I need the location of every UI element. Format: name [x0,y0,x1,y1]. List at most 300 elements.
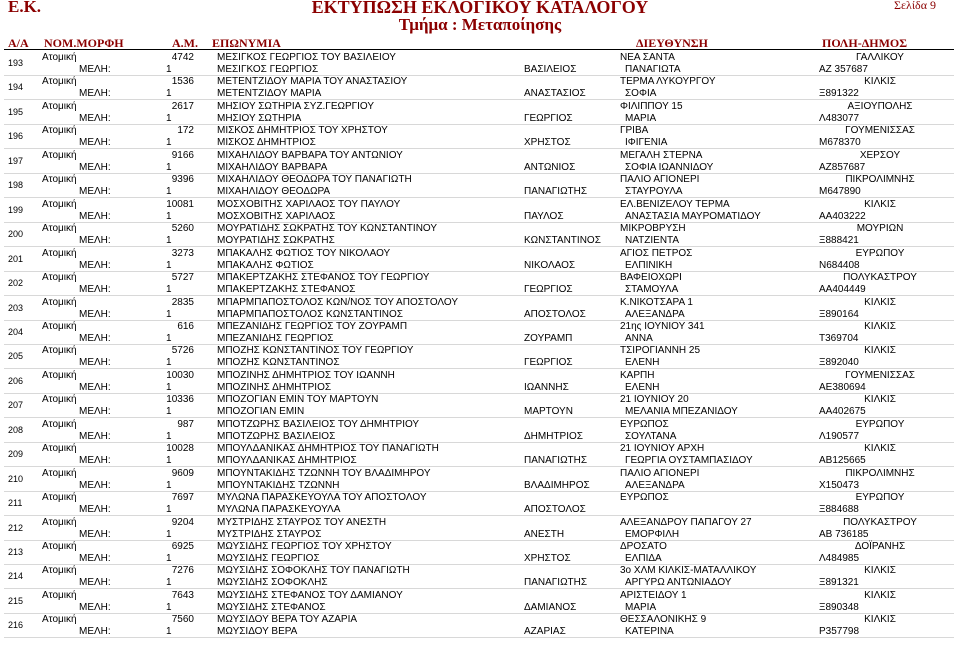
record-row [0,101,960,125]
member-label: ΜΕΛΗ: [79,284,111,296]
record-type: Ατομική [42,443,77,455]
member-label: ΜΕΛΗ: [79,479,111,491]
member-mother-name: ΕΜΟΡΦΙΛΗ [625,528,680,540]
record-address: ΤΕΡΜΑ ΛΥΚΟΥΡΓΟΥ [620,76,716,88]
member-name: ΜΠΟΥΝΤΑΚΙΔΗΣ ΤΖΩΝΝΗ [217,479,340,491]
record-type: Ατομική [42,565,77,577]
member-mother-name: ΑΛΕΞΑΝΔΡΑ [625,479,685,491]
col-header-am: Α.Μ. [172,36,198,50]
member-label: ΜΕΛΗ: [79,259,111,271]
member-number: 1 [166,479,172,491]
member-father-name: ΑΖΑΡΙΑΣ [524,626,566,638]
member-number: 1 [166,210,172,222]
record-am: 4742 [171,52,194,63]
member-mother-name: ΓΕΩΡΓΙΑ ΟΥΣΤΑΜΠΑΣΙΔΟΥ [625,455,753,467]
record-name: ΜΙΧΑΗΛΙΔΟΥ ΘΕΟΔΩΡΑ ΤΟΥ ΠΑΝΑΓΙΩΤΗ [217,174,412,186]
record-row [0,321,960,345]
record-name: ΜΥΛΩΝΑ ΠΑΡΑΣΚΕΥΟΥΛΑ ΤΟΥ ΑΠΟΣΤΟΛΟΥ [217,492,427,504]
record-city: ΚΙΛΚΙΣ [864,565,896,577]
record-row [0,492,960,516]
record-name: ΜΩΥΣΙΔΗΣ ΣΟΦΟΚΛΗΣ ΤΟΥ ΠΑΝΑΓΙΩΤΗ [217,565,410,577]
record-city: ΧΕΡΣΟΥ [859,149,901,161]
member-label: ΜΕΛΗ: [79,601,111,613]
member-id-number: ΑΒ125665 [819,455,866,467]
record-city: ΜΟΥΡΙΩΝ [856,223,904,235]
member-label: ΜΕΛΗ: [79,406,111,418]
record-city: ΚΙΛΚΙΣ [864,198,896,210]
member-id-number: Μ678370 [819,137,861,149]
member-mother-name: ΑΝΝΑ [625,332,653,344]
record-am: 5726 [171,345,194,357]
record-city: ΠΟΛΥΚΑΣΤΡΟΥ [843,272,917,284]
member-father-name: ΔΗΜΗΤΡΙΟΣ [524,430,583,442]
member-number: 1 [166,381,172,393]
member-id-number: ΑΒ 736185 [819,528,869,540]
header-divider [4,49,954,50]
member-label: ΜΕΛΗ: [79,455,111,467]
record-aa: 195 [8,106,24,117]
member-father-name: ΠΑΥΛΟΣ [524,210,564,222]
member-name: ΜΠΑΚΑΛΗΣ ΦΩΤΙΟΣ [217,259,314,271]
member-label: ΜΕΛΗ: [79,430,111,442]
record-city: ΔΟΪΡΑΝΗΣ [854,541,906,552]
member-mother-name: ΣΟΦΙΑ [625,88,657,100]
member-id-number: Χ150473 [819,479,860,491]
member-label: ΜΕΛΗ: [79,332,111,344]
member-mother-name: ΜΕΛΑΝΙΑ ΜΠΕΖΑΝΙΔΟΥ [625,406,738,418]
record-aa: 213 [8,547,24,557]
record-aa: 214 [8,571,24,582]
record-aa: 202 [8,278,24,289]
record-name: ΜΕΣΙΓΚΟΣ ΓΕΩΡΓΙΟΣ ΤΟΥ ΒΑΣΙΛΕΙΟΥ [217,52,396,63]
record-city: ΓΟΥΜΕΝΙΣΣΑΣ [845,125,915,137]
record-name: ΜΕΤΕΝΤΖΙΔΟΥ ΜΑΡΙΑ ΤΟΥ ΑΝΑΣΤΑΣΙΟΥ [217,76,408,88]
record-name: ΜΟΥΡΑΤΙΔΗΣ ΣΩΚΡΑΤΗΣ ΤΟΥ ΚΩΝΣΤΑΝΤΙΝΟΥ [217,223,438,235]
member-id-number: Ξ891322 [819,88,859,100]
member-label: ΜΕΛΗ: [79,186,111,198]
member-id-number: Μ647890 [819,186,861,198]
record-city: ΓΑΛΛΙΚΟΥ [856,52,904,63]
member-number: 1 [166,112,172,124]
record-am: 2835 [171,296,194,308]
record-type: Ατομική [42,125,77,137]
record-city: ΓΟΥΜΕΝΙΣΣΑΣ [845,369,915,381]
record-name: ΜΠΟΥΛΔΑΝΙΚΑΣ ΔΗΜΗΤΡΙΟΣ ΤΟΥ ΠΑΝΑΓΙΩΤΗ [217,443,439,455]
member-father-name: ΚΩΝΣΤΑΝΤΙΝΟΣ [524,235,601,247]
col-header-name: ΕΠΩΝΥΜΙΑ [212,36,281,50]
record-aa: 205 [8,351,24,362]
record-type: Ατομική [42,198,77,210]
record-am: 5260 [171,223,194,235]
record-aa: 206 [8,375,24,386]
member-id-number: Ν684408 [819,259,860,271]
member-number: 1 [166,137,172,149]
member-father-name: ΒΛΑΔΙΜΗΡΟΣ [524,479,590,491]
record-row [0,419,960,443]
record-am: 7560 [171,614,194,626]
record-row [0,125,960,149]
member-name: ΜΕΣΙΓΚΟΣ ΓΕΩΡΓΙΟΣ [217,64,319,75]
member-name: ΜΩΥΣΙΔΟΥ ΒΕΡΑ [217,626,298,638]
member-id-number: Λ483077 [819,112,860,124]
member-mother-name: ΑΝΑΣΤΑΣΙΑ ΜΑΥΡΟΜΑΤΙΔΟΥ [625,210,761,222]
record-address: ΕΥΡΩΠΟΣ [620,418,669,430]
record-aa: 201 [8,253,24,264]
record-address: ΑΡΙΣΤΕΙΔΟΥ 1 [620,589,687,601]
record-aa: 193 [8,58,24,68]
report-title: ΕΚΤΥΠΩΣΗ ΕΚΛΟΓΙΚΟΥ ΚΑΤΑΛΟΓΟΥ [311,0,649,17]
record-city: ΚΙΛΚΙΣ [864,320,896,332]
record-row [0,443,960,467]
record-address: ΚΑΡΠΗ [620,369,655,381]
record-row [0,223,960,247]
record-address: ΜΕΓΑΛΗ ΣΤΕΡΝΑ [620,149,703,161]
member-name: ΜΠΑΚΕΡΤΖΑΚΗΣ ΣΤΕΦΑΝΟΣ [217,284,356,296]
record-aa: 210 [8,473,24,484]
record-name: ΜΗΣΙΟΥ ΣΩΤΗΡΙΑ ΣΥΖ.ΓΕΩΡΓΙΟΥ [217,100,375,112]
record-row [0,517,960,541]
member-father-name: ΙΩΑΝΝΗΣ [524,381,569,393]
record-type: Ατομική [42,467,77,479]
member-name: ΜΥΛΩΝΑ ΠΑΡΑΣΚΕΥΟΥΛΑ [217,504,341,516]
record-name: ΜΩΥΣΙΔΟΥ ΒΕΡΑ ΤΟΥ ΑΖΑΡΙΑ [217,614,358,626]
record-aa: 207 [8,400,24,411]
record-city: ΚΙΛΚΙΣ [864,345,896,357]
record-type: Ατομική [42,345,77,357]
member-father-name: ΖΟΥΡΑΜΠ [524,332,573,344]
record-row [0,199,960,223]
member-father-name: ΑΠΟΣΤΟΛΟΣ [524,504,586,516]
record-city: ΚΙΛΚΙΣ [864,589,896,601]
member-number: 1 [166,504,172,516]
member-mother-name: ΣΤΑΜΟΥΛΑ [625,284,679,296]
member-father-name: ΑΝΑΣΤΑΣΙΟΣ [524,88,586,100]
record-address: ΓΡΙΒΑ [620,125,649,137]
record-row [0,76,960,100]
record-type: Ατομική [42,247,77,259]
member-number: 1 [166,186,172,198]
record-am: 3273 [171,247,194,259]
member-father-name: ΝΙΚΟΛΑΟΣ [524,259,576,271]
row-divider [4,637,954,638]
record-aa: 208 [8,424,24,435]
record-address: Κ.ΝΙΚΟΤΣΑΡΑ 1 [620,296,693,308]
record-row [0,272,960,296]
record-am: 7697 [171,492,194,504]
record-city: ΚΙΛΚΙΣ [864,76,896,88]
member-label: ΜΕΛΗ: [79,137,111,149]
record-name: ΜΠΟΤΖΩΡΗΣ ΒΑΣΙΛΕΙΟΣ ΤΟΥ ΔΗΜΗΤΡΙΟΥ [217,418,420,430]
record-type: Ατομική [42,589,77,601]
record-name: ΜΠΑΚΕΡΤΖΑΚΗΣ ΣΤΕΦΑΝΟΣ ΤΟΥ ΓΕΩΡΓΙΟΥ [217,272,430,284]
record-type: Ατομική [42,418,77,430]
page-number: Σελίδα 9 [893,0,936,12]
record-city: ΠΙΚΡΟΛΙΜΝΗΣ [845,174,915,186]
record-aa: 196 [8,131,24,142]
record-address: ΔΡΟΣΑΤΟ [620,541,667,552]
member-id-number: ΑΕ380694 [819,381,866,393]
record-am: 7276 [171,565,194,577]
member-id-number: ΑΑ404449 [819,284,866,296]
record-row [0,248,960,272]
member-name: ΜΠΟΖΗΣ ΚΩΝΣΤΑΝΤΙΝΟΣ [217,357,340,369]
record-am: 616 [177,320,194,332]
record-address: ΑΛΕΞΑΝΔΡΟΥ ΠΑΠΑΓΟΥ 27 [620,516,752,528]
record-address: 21 ΙΟΥΝΙΟΥ 20 [620,394,689,406]
record-row [0,150,960,174]
member-id-number: Ξ888421 [819,235,859,247]
record-aa: 209 [8,449,24,460]
record-am: 9609 [171,467,194,479]
member-number: 1 [166,406,172,418]
member-id-number: Τ369704 [819,332,859,344]
record-aa: 215 [8,595,24,606]
member-father-name: ΒΑΣΙΛΕΙΟΣ [524,64,577,75]
member-number: 1 [166,284,172,296]
record-am: 10336 [166,394,194,406]
record-am: 9396 [171,174,194,186]
member-number: 1 [166,161,172,173]
member-number: 1 [166,259,172,271]
member-mother-name: ΕΛΠΙΔΑ [625,553,662,564]
record-address: ΑΓΙΟΣ ΠΕΤΡΟΣ [620,247,693,259]
member-number: 1 [166,528,172,540]
record-type: Ατομική [42,272,77,284]
record-am: 10081 [166,198,194,210]
record-name: ΜΩΥΣΙΔΗΣ ΓΕΩΡΓΙΟΣ ΤΟΥ ΧΡΗΣΤΟΥ [217,541,392,552]
member-id-number: ΑΑ402675 [819,406,866,418]
record-row [0,394,960,418]
record-aa: 204 [8,326,24,337]
record-name: ΜΠΟΖΙΝΗΣ ΔΗΜΗΤΡΙΟΣ ΤΟΥ ΙΩΑΝΝΗ [217,369,395,381]
member-number: 1 [166,88,172,100]
member-id-number: Ξ891321 [819,577,859,589]
record-type: Ατομική [42,52,77,63]
record-address: ΠΑΛΙΟ ΑΓΙΟΝΕΡΙ [620,467,700,479]
member-father-name: ΑΝΤΩΝΙΟΣ [524,161,576,173]
member-number: 1 [166,64,172,75]
record-address: 21ης ΙΟΥΝΙΟΥ 341 [620,320,705,332]
member-father-name: ΓΕΩΡΓΙΟΣ [524,357,573,369]
record-address: 3ο ΧΛΜ ΚΙΛΚΙΣ-ΜΑΤΑΛΛΙΚΟΥ [620,565,757,577]
member-label: ΜΕΛΗ: [79,357,111,369]
member-mother-name: ΕΛΕΝΗ [625,357,660,369]
record-city: ΠΙΚΡΟΛΙΜΝΗΣ [845,467,915,479]
member-label: ΜΕΛΗ: [79,528,111,540]
record-city: ΠΟΛΥΚΑΣΤΡΟΥ [843,516,917,528]
member-mother-name: ΕΛΠΙΝΙΚΗ [625,259,673,271]
record-city: ΑΞΙΟΥΠΟΛΗΣ [847,100,913,112]
col-header-aa: Α/Α [8,36,29,50]
member-number: 1 [166,601,172,613]
member-name: ΜΠΑΡΜΠΑΠΟΣΤΟΛΟΣ ΚΩΝΣΤΑΝΤΙΝΟΣ [217,308,403,320]
col-header-city: ΠΟΛΗ-ΔΗΜΟΣ [822,36,908,50]
member-father-name: ΧΡΗΣΤΟΣ [524,137,571,149]
record-address: 21 ΙΟΥΝΙΟΥ ΑΡΧΗ [620,443,705,455]
member-label: ΜΕΛΗ: [79,553,111,564]
member-label: ΜΕΛΗ: [79,88,111,100]
member-mother-name: ΣΟΥΛΤΑΝΑ [625,430,677,442]
report-subtitle: Τμήμα : Μεταποίησης [398,15,562,34]
member-number: 1 [166,626,172,638]
record-city: ΚΙΛΚΙΣ [864,443,896,455]
member-label: ΜΕΛΗ: [79,64,111,75]
record-aa: 211 [8,498,23,509]
record-name: ΜΠΕΖΑΝΙΔΗΣ ΓΕΩΡΓΙΟΣ ΤΟΥ ΖΟΥΡΑΜΠ [217,320,408,332]
record-address: ΕΥΡΩΠΟΣ [620,492,669,504]
record-name: ΜΠΑΡΜΠΑΠΟΣΤΟΛΟΣ ΚΩΝ/ΝΟΣ ΤΟΥ ΑΠΟΣΤΟΛΟΥ [217,296,459,308]
member-number: 1 [166,357,172,369]
member-name: ΜΟΥΡΑΤΙΔΗΣ ΣΩΚΡΑΤΗΣ [217,235,335,247]
record-type: Ατομική [42,223,77,235]
record-am: 9204 [171,516,194,528]
member-id-number: ΑΖ 357687 [819,64,868,75]
member-father-name: ΠΑΝΑΓΙΩΤΗΣ [524,455,588,467]
member-mother-name: ΚΑΤΕΡΙΝΑ [625,626,674,638]
member-name: ΜΥΣΤΡΙΔΗΣ ΣΤΑΥΡΟΣ [217,528,322,540]
col-header-type: ΝΟΜ.ΜΟΡΦΗ [44,36,124,50]
record-row [0,370,960,394]
record-name: ΜΙΣΚΟΣ ΔΗΜΗΤΡΙΟΣ ΤΟΥ ΧΡΗΣΤΟΥ [217,125,388,137]
record-type: Ατομική [42,100,77,112]
brand-label: Ε.Κ. [8,0,42,16]
member-father-name: ΔΑΜΙΑΝΟΣ [524,601,577,613]
member-name: ΜΠΟΤΖΩΡΗΣ ΒΑΣΙΛΕΙΟΣ [217,430,336,442]
record-row [0,174,960,198]
record-aa: 197 [8,155,24,166]
member-number: 1 [166,332,172,344]
record-am: 1536 [171,76,194,88]
record-name: ΜΥΣΤΡΙΔΗΣ ΣΤΑΥΡΟΣ ΤΟΥ ΑΝΕΣΤΗ [217,516,387,528]
record-type: Ατομική [42,394,77,406]
member-id-number: Ξ892040 [819,357,859,369]
record-address: ΕΛ.ΒΕΝΙΖΕΛΟΥ ΤΕΡΜΑ [620,198,730,210]
member-label: ΜΕΛΗ: [79,504,111,516]
member-name: ΜΩΥΣΙΔΗΣ ΣΟΦΟΚΛΗΣ [217,577,328,589]
record-address: ΝΕΑ ΣΑΝΤΑ [620,52,675,63]
record-row [0,590,960,614]
record-city: ΕΥΡΩΠΟΥ [855,418,905,430]
member-name: ΜΩΥΣΙΔΗΣ ΣΤΕΦΑΝΟΣ [217,601,326,613]
record-address: ΠΑΛΙΟ ΑΓΙΟΝΕΡΙ [620,174,700,186]
record-type: Ατομική [42,174,77,186]
member-mother-name: ΑΛΕΞΑΝΔΡΑ [625,308,685,320]
record-address: ΜΙΚΡΟΒΡΥΣΗ [620,223,686,235]
member-name: ΜΙΧΑΗΛΙΔΟΥ ΘΕΟΔΩΡΑ [217,186,331,198]
record-aa: 203 [8,302,24,313]
record-city: ΚΙΛΚΙΣ [864,296,896,308]
member-number: 1 [166,553,172,564]
member-id-number: ΑΑ403222 [819,210,866,222]
member-mother-name: ΠΑΝΑΓΙΩΤΑ [625,64,681,75]
record-type: Ατομική [42,614,77,626]
record-city: ΚΙΛΚΙΣ [864,614,896,626]
member-mother-name: ΙΦΙΓΕΝΙΑ [625,137,668,149]
record-am: 7643 [171,589,194,601]
member-number: 1 [166,308,172,320]
member-mother-name: ΑΡΓΥΡΩ ΑΝΤΩΝΙΑΔΟΥ [625,577,732,589]
member-label: ΜΕΛΗ: [79,112,111,124]
record-type: Ατομική [42,516,77,528]
record-city: ΕΥΡΩΠΟΥ [855,247,905,259]
record-row [0,614,960,638]
record-am: 5727 [171,272,194,284]
member-mother-name: ΜΑΡΙΑ [625,112,657,124]
member-id-number: Ξ884688 [819,504,859,516]
member-number: 1 [166,577,172,589]
member-name: ΜΩΥΣΙΔΗΣ ΓΕΩΡΓΙΟΣ [217,553,320,564]
member-id-number: Λ190577 [819,430,860,442]
record-am: 10028 [166,443,194,455]
member-label: ΜΕΛΗ: [79,210,111,222]
member-label: ΜΕΛΗ: [79,161,111,173]
record-row [0,541,960,565]
member-name: ΜΠΟΖΟΓΙΑΝ ΕΜΙΝ [217,406,305,418]
member-mother-name: ΣΤΑΥΡΟΥΛΑ [625,186,683,198]
record-type: Ατομική [42,76,77,88]
record-name: ΜΠΟΖΟΓΙΑΝ ΕΜΙΝ ΤΟΥ ΜΑΡΤΟΥΝ [217,394,379,406]
record-aa: 212 [8,522,24,533]
member-name: ΜΙΣΚΟΣ ΔΗΜΗΤΡΙΟΣ [217,137,316,149]
record-type: Ατομική [42,541,77,552]
member-name: ΜΙΧΑΗΛΙΔΟΥ ΒΑΡΒΑΡΑ [217,161,328,173]
record-name: ΜΠΟΥΝΤΑΚΙΔΗΣ ΤΖΩΝΝΗ ΤΟΥ ΒΛΑΔΙΜΗΡΟΥ [217,467,431,479]
member-father-name: ΧΡΗΣΤΟΣ [524,553,571,564]
record-name: ΜΙΧΑΗΛΙΔΟΥ ΒΑΡΒΑΡΑ ΤΟΥ ΑΝΤΩΝΙΟΥ [217,149,403,161]
record-am: 6925 [171,541,194,552]
record-address: ΤΣΙΡΟΓΙΑΝΝΗ 25 [620,345,701,357]
record-type: Ατομική [42,149,77,161]
member-father-name: ΓΕΩΡΓΙΟΣ [524,284,573,296]
record-aa: 200 [8,229,24,240]
member-mother-name: ΕΛΕΝΗ [625,381,660,393]
record-am: 172 [177,125,194,137]
member-number: 1 [166,430,172,442]
record-aa: 194 [8,82,24,93]
record-aa: 198 [8,180,24,191]
record-city: ΚΙΛΚΙΣ [864,394,896,406]
member-father-name: ΑΠΟΣΤΟΛΟΣ [524,308,586,320]
member-father-name: ΓΕΩΡΓΙΟΣ [524,112,573,124]
record-row [0,297,960,321]
record-aa: 216 [8,620,24,631]
record-name: ΜΟΣΧΟΒΙΤΗΣ ΧΑΡΙΛΑΟΣ ΤΟΥ ΠΑΥΛΟΥ [217,198,401,210]
member-id-number: Ξ890164 [819,308,859,320]
record-type: Ατομική [42,296,77,308]
member-name: ΜΕΤΕΝΤΖΙΔΟΥ ΜΑΡΙΑ [217,88,322,100]
member-label: ΜΕΛΗ: [79,308,111,320]
record-type: Ατομική [42,320,77,332]
record-city: ΕΥΡΩΠΟΥ [855,492,905,504]
member-mother-name: ΜΑΡΙΑ [625,601,657,613]
member-label: ΜΕΛΗ: [79,235,111,247]
record-row [0,345,960,369]
member-label: ΜΕΛΗ: [79,626,111,638]
record-row [0,468,960,492]
record-am: 9166 [171,149,194,161]
record-address: ΒΑΦΕΙΟΧΩΡΙ [620,272,682,284]
member-father-name: ΜΑΡΤΟΥΝ [524,406,573,418]
record-type: Ατομική [42,492,77,504]
record-name: ΜΩΥΣΙΔΗΣ ΣΤΕΦΑΝΟΣ ΤΟΥ ΔΑΜΙΑΝΟΥ [217,589,403,601]
member-number: 1 [166,235,172,247]
report-header [0,0,960,48]
member-father-name: ΠΑΝΑΓΙΩΤΗΣ [524,186,588,198]
member-name: ΜΠΕΖΑΝΙΔΗΣ ΓΕΩΡΓΙΟΣ [217,332,334,344]
record-aa: 199 [8,204,24,215]
member-label: ΜΕΛΗ: [79,577,111,589]
member-name: ΜΗΣΙΟΥ ΣΩΤΗΡΙΑ [217,112,302,124]
